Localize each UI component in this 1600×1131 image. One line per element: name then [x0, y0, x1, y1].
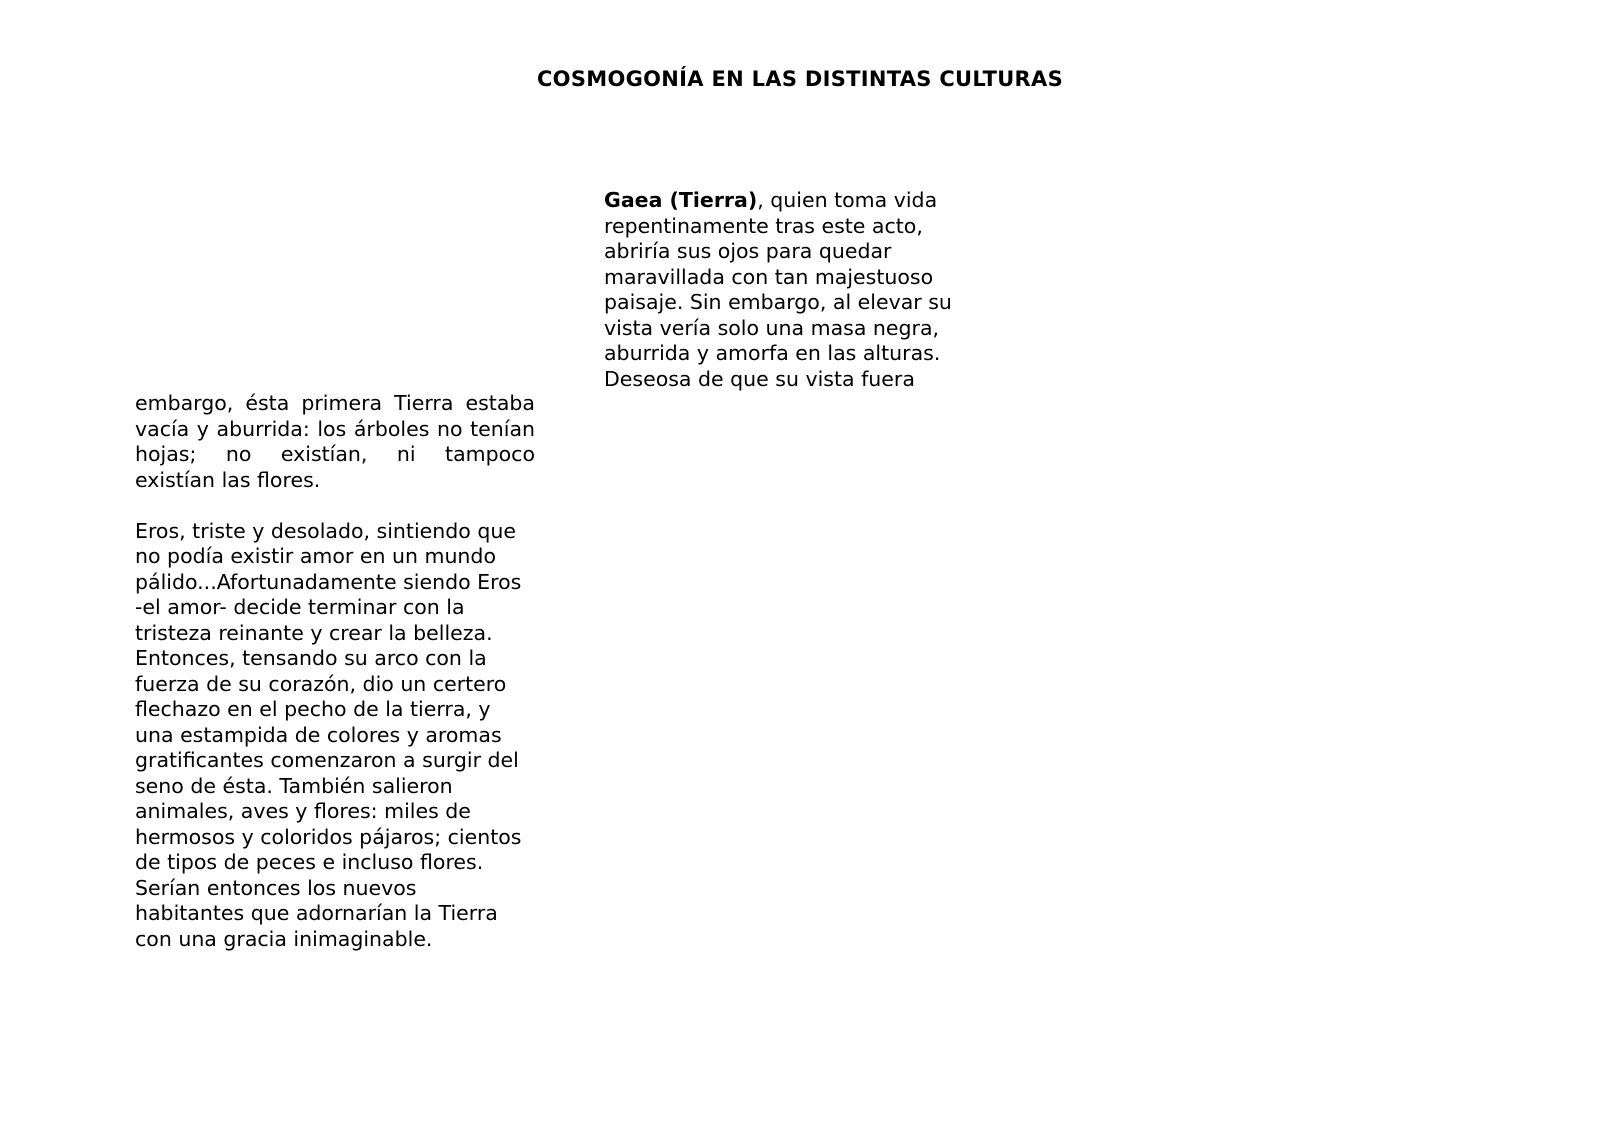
- text-line: vacía y aburrida: los árboles no tenían: [135, 416, 535, 441]
- text-line: gratificantes comenzaron a surgir del: [135, 748, 519, 772]
- text-line: vista vería solo una masa negra,: [604, 315, 940, 340]
- first-line-rest: , quien toma vida: [757, 188, 938, 212]
- text-line: Entonces, tensando su arco con la: [135, 646, 487, 670]
- paragraph-gaea: [604, 188, 984, 392]
- text-line: una estampida de colores y aromas: [135, 722, 502, 747]
- text-line: hermosos y coloridos pájaros; cientos: [135, 824, 522, 849]
- text-line: existían las flores.: [135, 467, 321, 492]
- text-line: -el amor- decide terminar con la: [135, 595, 465, 619]
- text-line: Eros, triste y desolado, sintiendo que: [135, 518, 516, 543]
- text-line: repentinamente tras este acto,: [604, 213, 923, 238]
- text-line: embargo, ésta primera Tierra estaba: [135, 391, 535, 415]
- text-line: paisaje. Sin embargo, al elevar su: [604, 290, 952, 314]
- text-line: habitantes que adornarían la Tierra: [135, 901, 498, 925]
- text-line: [604, 188, 984, 214]
- text-line: flechazo en el pecho de la tierra, y: [135, 697, 491, 721]
- text-line: hojas; no existían, ni tampoco: [135, 442, 535, 466]
- text-line: aburrida y amorfa en las alturas.: [604, 341, 941, 365]
- text-line: pálido...Afortunadamente siendo Eros: [135, 569, 522, 594]
- gaea-bold-term: Gaea (Tierra): [604, 188, 758, 212]
- text-line: abriría sus ojos para quedar: [604, 239, 892, 263]
- text-line: Deseosa de que su vista fuera: [604, 366, 915, 391]
- left-text-column: [135, 391, 535, 952]
- right-text-column: [604, 188, 984, 392]
- page-title: COSMOGONÍA EN LAS DISTINTAS CULTURAS: [536, 67, 1064, 91]
- text-line: seno de ésta. También salieron: [135, 773, 453, 798]
- paragraph-eros: [135, 519, 535, 953]
- paragraph-empty-earth: [135, 391, 535, 493]
- text-line: maravillada con tan majestuoso: [604, 264, 934, 289]
- text-line: animales, aves y flores: miles de: [135, 799, 471, 823]
- text-line: fuerza de su corazón, dio un certero: [135, 671, 507, 696]
- text-line: de tipos de peces e incluso flores.: [135, 850, 484, 874]
- text-line: tristeza reinante y crear la belleza.: [135, 620, 493, 645]
- text-line: con una gracia inimaginable.: [135, 926, 433, 951]
- text-line: no podía existir amor en un mundo: [135, 544, 496, 568]
- text-line: Serían entonces los nuevos: [135, 875, 417, 900]
